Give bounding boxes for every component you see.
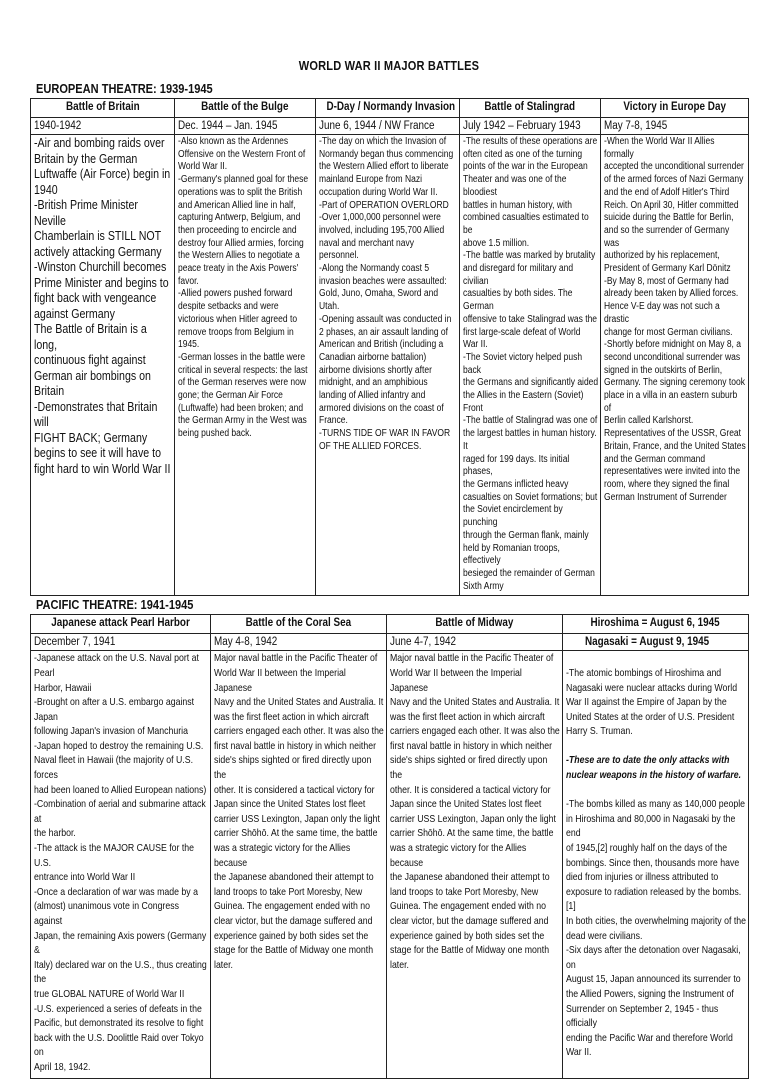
body-cell (563, 651, 749, 1078)
european-header-row (31, 99, 749, 118)
date-cell: Nagasaki = August 9, 1945 (563, 634, 749, 651)
date-cell: May 4-8, 1942 (211, 634, 387, 651)
page-title: WORLD WAR II MAJOR BATTLES (298, 58, 480, 73)
date-cell: 1940-1942 (31, 118, 175, 135)
date-cell: July 1942 – February 1943 (460, 118, 601, 135)
body-cell: -The day on which the Invasion of Normandy began thus commencing the Western Allied effort to liberate mainland Europe from Nazi occupation during World War II. -Part of OPERATION OVERLORD -Over 1,000,000 personnel were involved, including 195,700 Allied naval and merchant navy personnel. -Along the Normandy coast 5 invasion beaches were assaulted: Gold, Juno, Omaha, Sword and Utah. -Opening assault was conducted in 2 phases, an air assault landing of American and British (including a Canadian airborne battalion) airborne divisions shortly after midnight, and an amphibious landing of Allied infantry and armored divisions on the coast of France. -TURNS TIDE OF WAR IN FAVOR OF THE ALLIED FORCES. (316, 135, 460, 596)
european-body-row (31, 135, 749, 596)
european-table (30, 98, 749, 596)
column-header: Japanese attack Pearl Harbor (31, 615, 211, 634)
body-text: -The bombs killed as many as 140,000 people in Hiroshima and 80,000 in Nagasaki by the end of 1945,[2] roughly half on the days of the bombings. Since then, thousands more have died from injuries or illness attributed to exposure to radiation released by the bombs.[1] In both cities, the overwhelming majority of the dead were civilians. -Six days after the detonation over Nagasaki, on August 15, Japan announced its surrender to the Allied Powers, signing the Instrument of Surrender on September 2, 1945 - thus officially ending the Pacific War and therefore World War II. (566, 799, 747, 1059)
body-cell: Major naval battle in the Pacific Theater of World War II between the Imperial Japanese Navy and the United States and Australia. It was the first fleet action in which aircraft carriers engaged each other. It was also the first naval battle in history in which neither side's ships sighted or fired directly upon the other. It is considered a tactical victory for Japan since the United States lost fleet carrier USS Lexington, Japan only the light carrier Shōhō. At the same time, the battle was a strategic victory for the Allies because the Japanese abandoned their attempt to land troops to take Port Moresby, New Guinea. The engagement ended with no clear victor, but the damage suffered and experience gained by both sides set the stage for the Battle of Midway one month later. (387, 651, 563, 1078)
pacific-date-row (31, 634, 749, 651)
document-page (30, 58, 748, 1079)
european-date-row (31, 118, 749, 135)
pacific-body-row (31, 651, 749, 1078)
column-header: Battle of Midway (387, 615, 563, 634)
body-cell: -Also known as the Ardennes Offensive on the Western Front of World War II. -Germany's planned goal for these operations was to split the British and American Allied line in half, capturing Antwerp, Belgium, and then proceeding to encircle and destroy four Allied armies, forcing the Western Allies to negotiate a peace treaty in the Axis Powers' favor. -Allied powers pushed forward despite setbacks and were victorious when Hitler agreed to remove troops from Belgium in 1945. -German losses in the battle were critical in several respects: the last of the German reserves were now gone; the German Air Force (Luftwaffe) had been broken; and the German Army in the West was being pushed back. (175, 135, 316, 596)
date-cell: June 4-7, 1942 (387, 634, 563, 651)
body-text: -The atomic bombings of Hiroshima and Nagasaki were nuclear attacks during World War II against the Empire of Japan by the United States at the order of U.S. President Harry S. Truman. (566, 667, 738, 738)
body-cell: -When the World War II Allies formally accepted the unconditional surrender of the armed forces of Nazi Germany and the end of Adolf Hitler's Third Reich. On April 30, Hitler committed suicide during the Battle for Berlin, and so the surrender of Germany was authorized by his replacement, President of Germany Karl Dönitz -By May 8, most of Germany had already been taken by Allied forces. Hence V-E day was not such a drastic change for most German civilians. -Shortly before midnight on May 8, a second unconditional surrender was signed in the outskirts of Berlin, Germany. The signing ceremony took place in a villa in an eastern suburb of Berlin called Karlshorst. Representatives of the USSR, Great Britain, France, and the United States and the German command representatives were invited into the room, where they signed the final German Instrument of Surrender (601, 135, 749, 596)
body-cell: Major naval battle in the Pacific Theater of World War II between the Imperial Japanese Navy and the United States and Australia. It was the first fleet action in which aircraft carriers engaged each other. It was also the first naval battle in history in which neither side's ships sighted or fired directly upon the other. It is considered a tactical victory for Japan since the United States lost fleet carrier USS Lexington, Japan only the light carrier Shōhō. At the same time, the battle was a strategic victory for the Allies because the Japanese abandoned their attempt to land troops to take Port Moresby, New Guinea. The engagement ended with no clear victor, but the damage suffered and experience gained by both sides set the stage for the Battle of Midway one month later. (211, 651, 387, 1078)
european-heading: EUROPEAN THEATRE: 1939-1945 (36, 81, 213, 96)
column-header: Battle of Stalingrad (460, 99, 601, 118)
date-cell: December 7, 1941 (31, 634, 211, 651)
pacific-heading: PACIFIC THEATRE: 1941-1945 (36, 597, 194, 613)
date-cell: June 6, 1944 / NW France (316, 118, 460, 135)
date-cell: May 7-8, 1945 (601, 118, 749, 135)
column-header: D-Day / Normandy Invasion (316, 99, 460, 118)
body-cell: -Japanese attack on the U.S. Naval port at Pearl Harbor, Hawaii -Brought on after a U.S. embargo against Japan following Japan's invasion of Manchuria -Japan hoped to destroy the remaining U.S. Naval fleet in Hawaii (the majority of U.S. forces had been loaned to Allied European nations) -Combination of aerial and submarine attack at the harbor. -The attack is the MAJOR CAUSE for the U.S. entrance into World War II -Once a declaration of war was made by a (almost) unanimous vote in Congress against Japan, the remaining Axis powers (Germany & Italy) declared war on the U.S., thus creating the true GLOBAL NATURE of World War II -U.S. experienced a series of defeats in the Pacific, but demonstrated its resolve to fight back with the U.S. Doolittle Raid over Tokyo on April 18, 1942. (31, 651, 211, 1078)
column-header: Battle of the Bulge (175, 99, 316, 118)
emphasis-text: -These are to date the only attacks with nuclear weapons in the history of warfare. (566, 755, 742, 782)
column-header: Battle of Britain (31, 99, 175, 118)
pacific-header-row (31, 615, 749, 634)
date-cell: Dec. 1944 – Jan. 1945 (175, 118, 316, 135)
column-header: Victory in Europe Day (601, 99, 749, 118)
pacific-table (30, 614, 749, 1078)
column-header: Hiroshima = August 6, 1945 (563, 615, 749, 634)
body-cell: -The results of these operations are often cited as one of the turning points of the war in the European Theater and was one of the bloodiest battles in human history, with combined casualties estimated to be above 1.5 million. -The battle was marked by brutality and disregard for military and civilian casualties by both sides. The German offensive to take Stalingrad was the first large-scale defeat of World War II. -The Soviet victory helped push back the Germans and significantly aided the Allies in the Eastern (Soviet) Front -The battle of Stalingrad was one of the largest battles in human history. It raged for 199 days. Its initial phases, the Germans inflicted heavy casualties on Soviet formations; but the Soviet encirclement by punching through the German flank, mainly held by Romanian troops, effectively besieged the remainder of German Sixth Army (460, 135, 601, 596)
column-header: Battle of the Coral Sea (211, 615, 387, 634)
body-cell: -Air and bombing raids over Britain by the German Luftwaffe (Air Force) begin in 1940 -British Prime Minister Neville Chamberlain is STILL NOT actively attacking Germany -Winston Churchill becomes Prime Minister and begins to fight back with vengeance against Germany The Battle of Britain is a long, continuous fight against German air bombings on Britain -Demonstrates that Britain will FIGHT BACK; Germany begins to see it will have to fight hard to win World War II (31, 135, 175, 596)
